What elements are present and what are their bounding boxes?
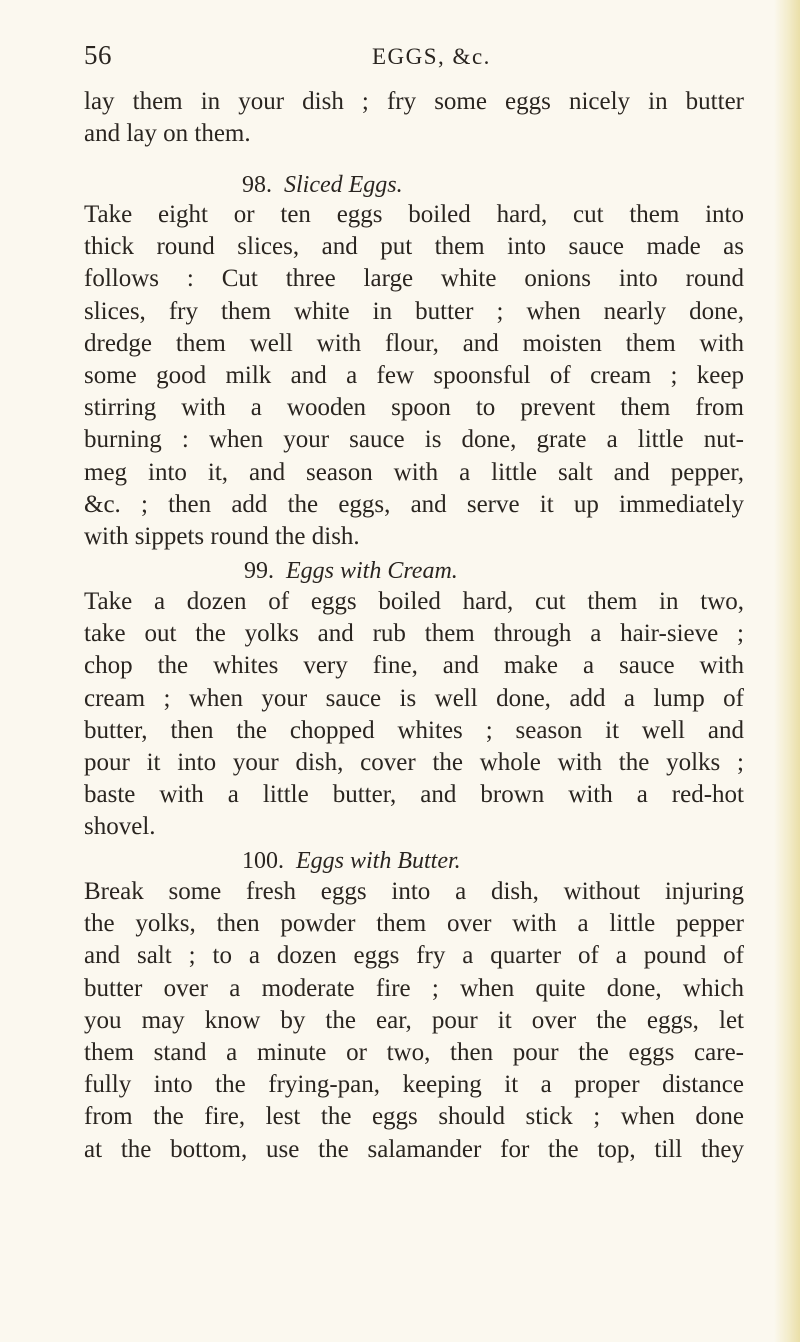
intro-paragraph (84, 86, 744, 150)
recipe-title: Sliced Eggs. (284, 172, 403, 198)
text-line: baste with a little butter, and brown with a red-hot (84, 781, 744, 809)
text-line: chop the whites very fine, and make a sauce with (84, 652, 744, 680)
text-line: butter, then the chopped whites ; season it well and (84, 716, 744, 744)
text-line: you may know by the ear, pour it over the eggs, let (84, 1006, 744, 1034)
text-line: them stand a minute or two, then pour the eggs care- (84, 1039, 744, 1067)
text-line: take out the yolks and rub them through a hair-sieve ; (84, 620, 744, 648)
text-line: stirring with a wooden spoon to prevent them from (84, 394, 744, 422)
text-line: Break some fresh eggs into a dish, without injuring (84, 878, 744, 905)
recipe-body (84, 199, 744, 553)
text-line: dredge them well with flour, and moisten them with (84, 329, 744, 357)
recipe-body (84, 586, 744, 844)
recipe-title: Eggs with Cream. (286, 558, 458, 584)
text-line: some good milk and a few spoonsful of cream ; keep (84, 362, 744, 390)
running-head: EGGS, &c. (372, 44, 491, 69)
text-line: shovel. (84, 813, 156, 841)
page-edge-shadow (774, 0, 800, 1342)
text-line: Take a dozen of eggs boiled hard, cut them in two, (84, 588, 744, 615)
text-line: &c. ; then add the eggs, and serve it up immediately (84, 490, 744, 518)
recipe-number: 100. (242, 848, 284, 874)
text-line: follows : Cut three large white onions into round (84, 265, 744, 293)
text-line: and lay on them. (84, 120, 251, 148)
text-line: the yolks, then powder them over with a little pepper (84, 910, 744, 938)
recipe-heading (242, 172, 403, 199)
recipe-title: Eggs with Butter. (296, 848, 461, 874)
text-line: thick round slices, and put them into sauce made as (84, 233, 744, 261)
text-line: lay them in your dish ; fry some eggs nicely in butter (84, 88, 744, 115)
text-line: from the fire, lest the eggs should stick ; when done (84, 1103, 744, 1131)
text-line: with sippets round the dish. (84, 523, 360, 551)
text-line: at the bottom, use the salamander for the top, till they (84, 1135, 744, 1163)
text-line: meg into it, and season with a little salt and pepper, (84, 458, 744, 486)
text-line: burning : when your sauce is done, grate a little nut- (84, 426, 744, 454)
recipe-number: 99. (244, 558, 274, 584)
text-line: fully into the frying-pan, keeping it a proper distance (84, 1071, 744, 1099)
text-line: and salt ; to a dozen eggs fry a quarter of a pound of (84, 942, 744, 970)
recipe-heading (242, 848, 461, 875)
text-line: Take eight or ten eggs boiled hard, cut them into (84, 201, 744, 228)
text-line: cream ; when your sauce is well done, add a lump of (84, 684, 744, 712)
text-line: pour it into your dish, cover the whole with the yolks ; (84, 749, 744, 777)
recipe-body (84, 876, 744, 1166)
text-line: slices, fry them white in butter ; when nearly done, (84, 297, 744, 325)
recipe-heading (244, 558, 458, 585)
recipe-number: 98. (242, 172, 272, 198)
text-line: butter over a moderate fire ; when quite done, which (84, 974, 744, 1002)
page-number: 56 (84, 40, 112, 70)
